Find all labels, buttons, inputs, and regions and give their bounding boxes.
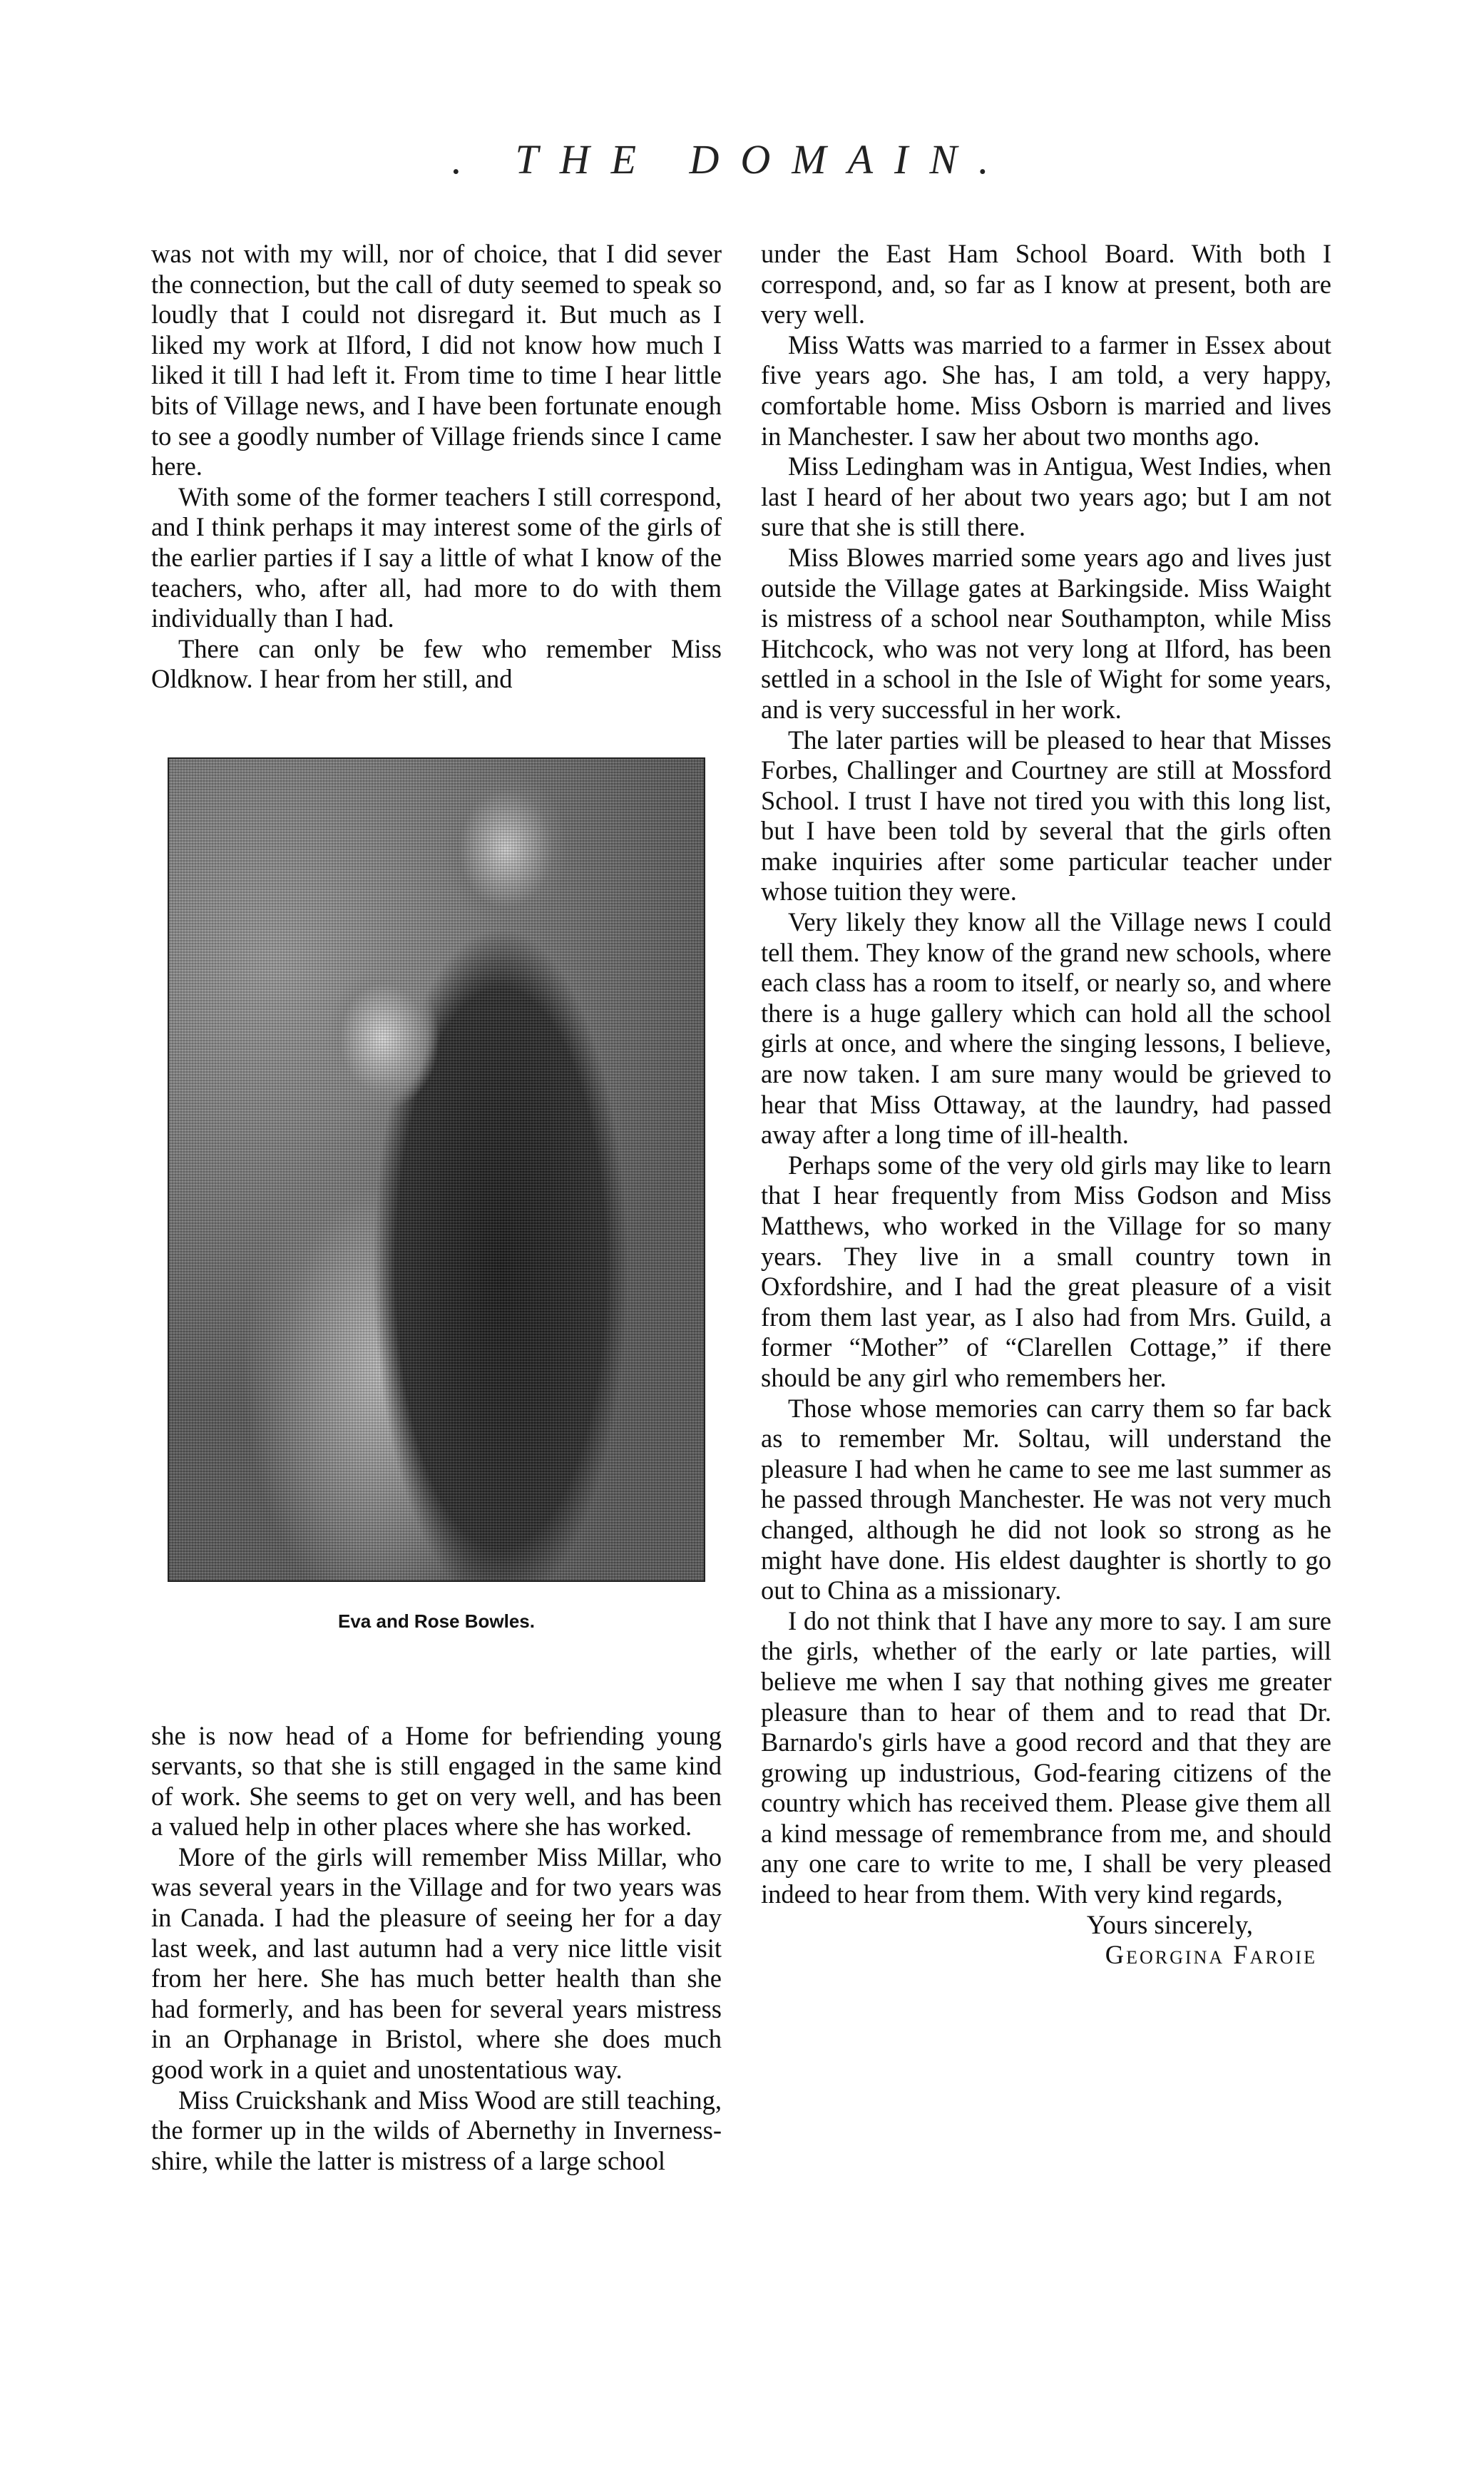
paragraph: Miss Cruickshank and Miss Wood are still teaching, the former up in the wilds of Abernethy in Inverness-shire, while the latter is mistress of a large school: [151, 2085, 722, 2175]
paragraph: With some of the former teachers I still correspond, and I think perhaps it may interest some of the girls of the earlier parties if I say a little of what I know of the teachers, who, after all, had more to do with them individually than I had.: [151, 481, 722, 633]
letter-signature: Georgina Faroie: [1105, 1940, 1317, 1970]
letter-closing: Yours sincerely,: [1086, 1909, 1253, 1939]
paragraph: The later parties will be pleased to hear that Misses Forbes, Challinger and Courtney are still at Mossford School. I trust I have not tired you with this long list, but I have been told by several that the girls often make inquiries after some particular teacher under whose tuition they were.: [761, 725, 1331, 907]
paragraph: There can only be few who remember Miss Oldknow. I hear from her still, and: [151, 633, 722, 694]
paragraph: Miss Ledingham was in Antigua, West Indies, when last I heard of her about two years ago; but I am not sure that she is still there.: [761, 451, 1331, 542]
paragraph: Perhaps some of the very old girls may like to learn that I hear frequently from Miss Godson and Miss Matthews, who worked in the Village for so many years. They live in a small country town in Oxfordshire, and I had the great pleasure of a visit from them last year, as I also had from Mrs. Guild, a former “Mother” of “Clarellen Cottage,” if there should be any girl who remembers her.: [761, 1150, 1331, 1392]
paragraph: I do not think that I have any more to say. I am sure the girls, whether of the early or late parties, will believe me when I say that nothing gives me greater pleasure than to hear of them and to read that Dr. Barnardo's girls have a good record and that they are growing up industrious, God-fearing citizens of the country which has received them. Please give them all a kind message of remembrance from me, and should any one care to write to me, I shall be very pleased indeed to hear from them. With very kind regards,: [761, 1605, 1331, 1909]
paragraph: she is now head of a Home for befriending young servants, so that she is still engaged in the same kind of work. She seems to get on very well, and has been a valued help in other places where she has worked.: [151, 1720, 722, 1842]
left-column: [151, 239, 722, 2176]
photo-figure: [151, 757, 722, 1637]
right-column: [761, 239, 1331, 1971]
paragraph: Very likely they know all the Village news I could tell them. They know of the grand new schools, where each class has a room to itself, or nearly so, and where there is a huge gallery which can hold all the school girls at once, and where the singing lessons, I believe, are now taken. I am sure many would be grieved to hear that Miss Ottaway, at the laundry, had passed away after a long time of ill-health.: [761, 907, 1331, 1150]
paragraph: Miss Blowes married some years ago and lives just outside the Village gates at Barkingside. Miss Waight is mistress of a school near Southampton, while Miss Hitchcock, who was not very long at Ilford, has been settled in a school in the Isle of Wight for some years, and is very successful in her work.: [761, 542, 1331, 724]
paragraph: Miss Watts was married to a farmer in Essex about five years ago. She has, I am told, a very happy, comfortable home. Miss Osborn is married and lives in Manchester. I saw her about two months ago.: [761, 330, 1331, 451]
paragraph: More of the girls will remember Miss Millar, who was several years in the Village and for two years was in Canada. I had the pleasure of seeing her for a day last week, and last autumn had a very nice little visit from her here. She has much better health than she had formerly, and has been for several years mistress in an Orphanage in Bristol, where she does much good work in a quiet and unostentatious way.: [151, 1842, 722, 2085]
portrait-photo: [168, 757, 705, 1582]
paragraph: under the East Ham School Board. With both I correspond, and, so far as I know at present, both are very well.: [761, 239, 1331, 330]
page-header: . THE DOMAIN.: [451, 136, 1010, 183]
photo-caption: Eva and Rose Bowles.: [338, 1610, 535, 1632]
paragraph: was not with my will, nor of choice, that I did sever the connection, but the call of duty seemed to speak so loudly that I could not disregard it. But much as I liked my work at Ilford, I did not know how much I liked it till I had left it. From time to time I hear little bits of Village news, and I have been fortunate enough to see a goodly number of Village friends since I came here.: [151, 239, 722, 481]
paragraph: Those whose memories can carry them so far back as to remember Mr. Soltau, will understand the pleasure I had when he came to see me last summer as he passed through Manchester. He was not very much changed, although he did not look so strong as he might have done. His eldest daughter is shortly to go out to China as a missionary.: [761, 1393, 1331, 1605]
left-column-continued: [151, 1721, 722, 2177]
